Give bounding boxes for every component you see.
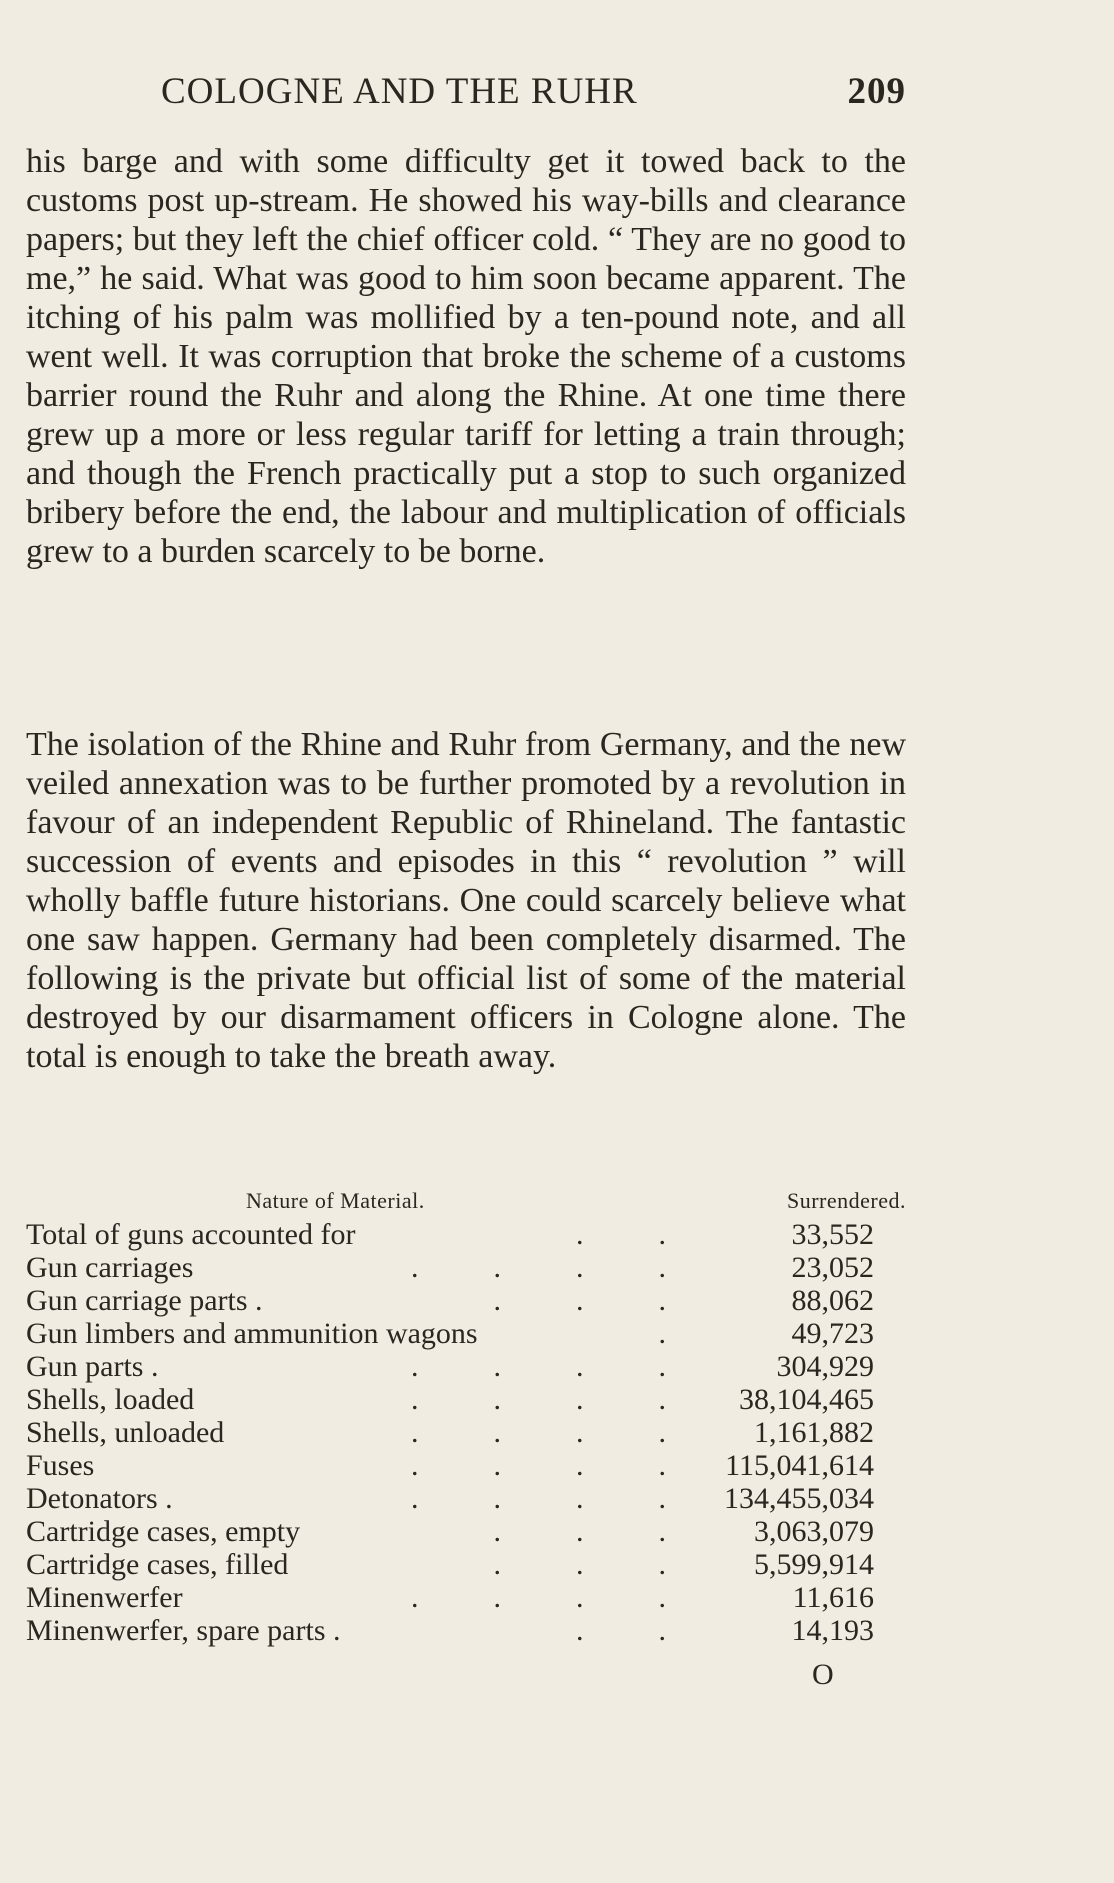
row-material: Shells, unloaded: [26, 1416, 225, 1449]
row-surrendered-value: 1,161,882: [754, 1416, 874, 1449]
row-leader-dots: . .: [576, 1614, 666, 1647]
table-row: [26, 1284, 906, 1317]
table-row: [26, 1317, 906, 1350]
table-row: [26, 1515, 906, 1548]
row-surrendered-value: 23,052: [791, 1251, 874, 1284]
row-surrendered-value: 88,062: [791, 1284, 874, 1317]
row-material: Fuses: [26, 1449, 95, 1482]
table-row: [26, 1548, 906, 1581]
table-row: [26, 1482, 906, 1515]
row-surrendered-value: 14,193: [791, 1614, 874, 1647]
row-leader-dots: . . . .: [411, 1581, 666, 1614]
row-leader-dots: . . .: [493, 1548, 666, 1581]
table-row: [26, 1581, 906, 1614]
table-body: [26, 1218, 906, 1647]
row-material: Detonators .: [26, 1482, 173, 1515]
row-surrendered-value: 33,552: [791, 1218, 874, 1251]
row-leader-dots: . . .: [493, 1515, 666, 1548]
row-leader-dots: . .: [576, 1218, 666, 1251]
row-surrendered-value: 5,599,914: [754, 1548, 874, 1581]
row-material: Minenwerfer: [26, 1581, 183, 1614]
table-row: [26, 1218, 906, 1251]
row-material: Gun carriages: [26, 1251, 194, 1284]
signature-mark: O: [812, 1658, 834, 1691]
row-leader-dots: .: [658, 1317, 666, 1350]
table-row: [26, 1251, 906, 1284]
table-row: [26, 1416, 906, 1449]
row-material: Cartridge cases, empty: [26, 1515, 301, 1548]
row-material: Total of guns accounted for: [26, 1218, 356, 1251]
row-surrendered-value: 11,616: [792, 1581, 874, 1614]
row-surrendered-value: 49,723: [791, 1317, 874, 1350]
row-leader-dots: . . . .: [411, 1383, 666, 1416]
material-table: [26, 1184, 906, 1647]
row-leader-dots: . . . .: [411, 1416, 666, 1449]
table-row: [26, 1449, 906, 1482]
running-head: [26, 70, 906, 116]
row-material: Gun limbers and ammunition wagons: [26, 1317, 478, 1350]
paragraph-2: The isolation of the Rhine and Ruhr from Germany, and the new veiled annexation was to be further promoted by a revolution in favour of an independent Republic of Rhineland. The fantastic succession of events and episodes in this “ revolution ” will wholly baffle future historians. One could scarcely believe what one saw happen. Germany had been completely disarmed. The following is the private but official list of some of the material destroyed by our disarmament officers in Cologne alone. The total is enough to take the breath away.: [26, 726, 906, 1075]
row-leader-dots: . . .: [493, 1284, 666, 1317]
row-surrendered-value: 304,929: [776, 1350, 874, 1383]
row-leader-dots: . . . .: [411, 1350, 666, 1383]
row-leader-dots: . . . .: [411, 1251, 666, 1284]
row-material: Minenwerfer, spare parts .: [26, 1614, 341, 1647]
paragraph-1: his barge and with some difficulty get it towed back to the customs post up-stream. He showed his way-bills and clearance papers; but they left the chief officer cold. “ They are no good to me,” he said. What was good to him soon became apparent. The itching of his palm was mollified by a ten-pound note, and all went well. It was corruption that broke the scheme of a customs barrier round the Ruhr and along the Rhine. At one time there grew up a more or less regular tariff for letting a train through; and though the French practically put a stop to such organized bribery before the end, the labour and multiplication of officials grew to a burden scarcely to be borne.: [26, 143, 906, 570]
row-material: Shells, loaded: [26, 1383, 195, 1416]
row-surrendered-value: 3,063,079: [754, 1515, 874, 1548]
row-leader-dots: . . . .: [411, 1482, 666, 1515]
chapter-title: COLOGNE AND THE RUHR: [161, 71, 638, 112]
row-material: Gun parts .: [26, 1350, 159, 1383]
row-material: Gun carriage parts .: [26, 1284, 263, 1317]
table-header-surrendered: Surrendered.: [786, 1188, 906, 1213]
table-header: [26, 1184, 906, 1218]
row-material: Cartridge cases, filled: [26, 1548, 289, 1581]
row-leader-dots: . . . .: [411, 1449, 666, 1482]
table-row: [26, 1383, 906, 1416]
page-number: 209: [847, 71, 906, 112]
row-surrendered-value: 38,104,465: [739, 1383, 874, 1416]
table-header-material: Nature of Material.: [246, 1188, 425, 1213]
table-row: [26, 1614, 906, 1647]
table-row: [26, 1350, 906, 1383]
row-surrendered-value: 115,041,614: [725, 1449, 874, 1482]
row-surrendered-value: 134,455,034: [724, 1482, 874, 1515]
